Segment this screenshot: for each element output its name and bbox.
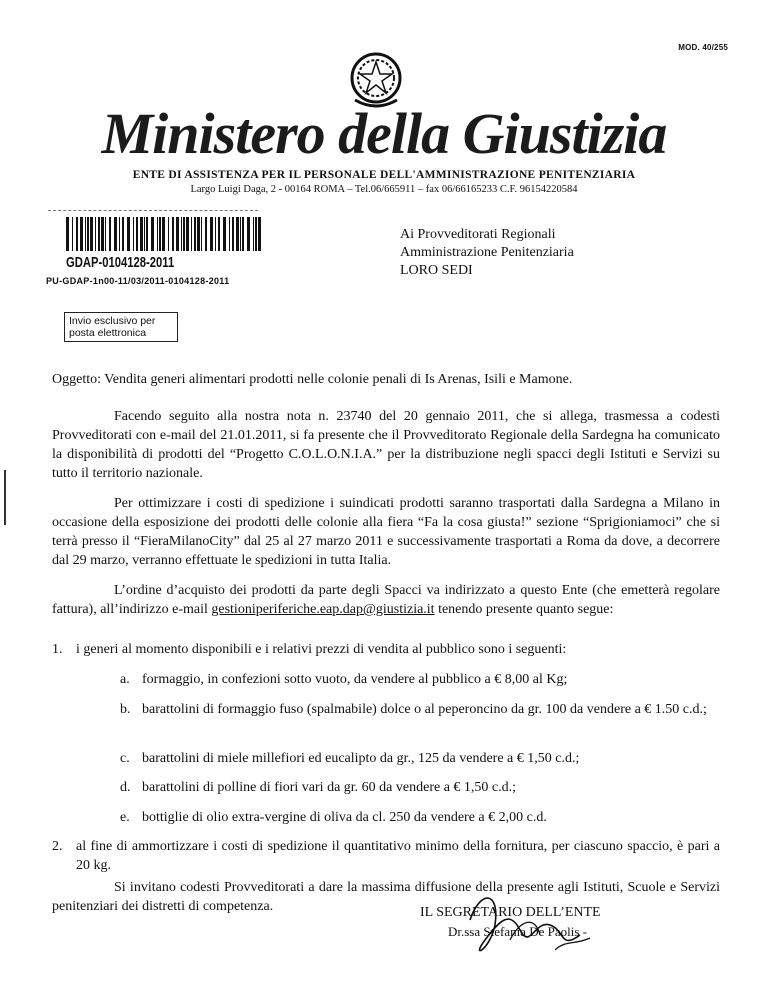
sub-item: bottiglie di olio extra-vergine di oliva da cl. 250 da vendere a € 2,00 c.d. xyxy=(142,810,547,825)
paragraph-4: Si invitano codesti Provveditorati a dare la massima diffusione della presente agli Istituti, Scuole e Servizi penitenziari dei distretti di competenza. xyxy=(52,880,720,914)
paragraph-3 xyxy=(52,581,720,619)
paragraph-3-text: L’ordine d’acquisto dei prodotti da parte degli Spacci va indirizzato a questo Ente (che emetterà regolare fattura), all’indirizzo e-mail xyxy=(52,583,720,617)
email-link[interactable]: gestioniperiferiche.eap.dap@giustizia.it xyxy=(211,602,435,617)
subject-line: Oggetto: Vendita generi alimentari prodotti nelle colonie penali di Is Arenas, Isili e Mamone. xyxy=(52,372,573,387)
recipient-line: Amministrazione Penitenziaria xyxy=(400,245,574,260)
sub-item-label: b. xyxy=(120,702,131,717)
list-item-2: al fine di ammortizzare i costi di spedizione il quantitativo minimo della fornitura, per ciascuno spaccio, è pari a 20 kg. xyxy=(76,839,720,873)
ministry-logotype xyxy=(0,100,768,164)
sub-item: barattolini di miele millefiori ed eucalipto da gr., 125 da vendere a € 1,50 c.d.; xyxy=(142,751,580,766)
paragraph-3-tail: tenendo presente quanto segue: xyxy=(434,602,614,617)
protocol-code: GDAP-0104128-2011 xyxy=(66,254,175,271)
paragraph-2: Per ottimizzare i costi di spedizione i suindicati prodotti saranno trasportati dalla Sardegna a Milano in occasione della esposizione dei prodotti delle colonie alla fiera “Fa la cosa giusta!” sezione “Sprigioniamoci” che si terrà presso il “FieraMilanoCity” dal 25 al 27 marzo 2011 e successivamente trasportati a Roma da dove, a decorrere dal 29 marzo, verranno effettuate le spedizioni in tutta Italia. xyxy=(52,496,720,568)
list-item-1: i generi al momento disponibili e i relativi prezzi di vendita al pubblico sono i seguenti: xyxy=(76,642,567,657)
sub-item-label: c. xyxy=(120,751,130,766)
signature-title: IL SEGRETARIO DELL’ENTE xyxy=(420,905,601,920)
sub-item-label: d. xyxy=(120,780,131,795)
sub-item: formaggio, in confezioni sotto vuoto, da vendere al pubblico a € 8,00 al Kg; xyxy=(142,672,568,687)
recipient-line: Ai Provveditorati Regionali xyxy=(400,227,556,242)
sub-item: barattolini di formaggio fuso (spalmabile) dolce o al peperoncino da gr. 100 da vendere a € 1.50 c.d.; xyxy=(142,702,707,717)
email-only-stamp: Invio esclusivo per posta elettronica xyxy=(64,312,178,342)
separator-line xyxy=(48,210,258,211)
recipient-line: LORO SEDI xyxy=(400,263,473,278)
list-item-number: 1. xyxy=(52,642,63,657)
barcode-icon xyxy=(66,217,264,251)
list-item-number: 2. xyxy=(52,839,63,854)
sub-item: barattolini di polline di fiori vari da gr. 60 da vendere a € 1,50 c.d.; xyxy=(142,780,517,795)
scan-margin-mark xyxy=(4,470,6,525)
form-code: MOD. 40/255 xyxy=(678,43,728,52)
ministry-name: Ministero della Giustizia xyxy=(101,101,667,166)
ente-address: Largo Luigi Daga, 2 - 00164 ROMA – Tel.06/665911 – fax 06/66165233 C.F. 96154220584 xyxy=(190,184,578,195)
recipients-block xyxy=(400,226,574,280)
sub-item-label: a. xyxy=(120,672,130,687)
signature-name: Dr.ssa Stefania De Paolis - xyxy=(448,924,588,939)
protocol-full: PU-GDAP-1n00-11/03/2011-0104128-2011 xyxy=(46,276,230,286)
paragraph-1: Facendo seguito alla nostra nota n. 23740 del 20 gennaio 2011, che si allega, trasmessa a codesti Provveditorati con e-mail del 21.01.2011, si fa presente che il Provveditorato Regionale della Sardegna ha comunicato la disponibilità di prodotti del “Progetto C.O.L.O.N.I.A.” per la distribuzione negli spacci degli Istituti e Servizi su tutto il territorio nazionale. xyxy=(52,409,720,481)
ente-title: ENTE DI ASSISTENZA PER IL PERSONALE DELL'AMMINISTRAZIONE PENITENZIARIA xyxy=(132,169,636,181)
sub-item-label: e. xyxy=(120,810,130,825)
